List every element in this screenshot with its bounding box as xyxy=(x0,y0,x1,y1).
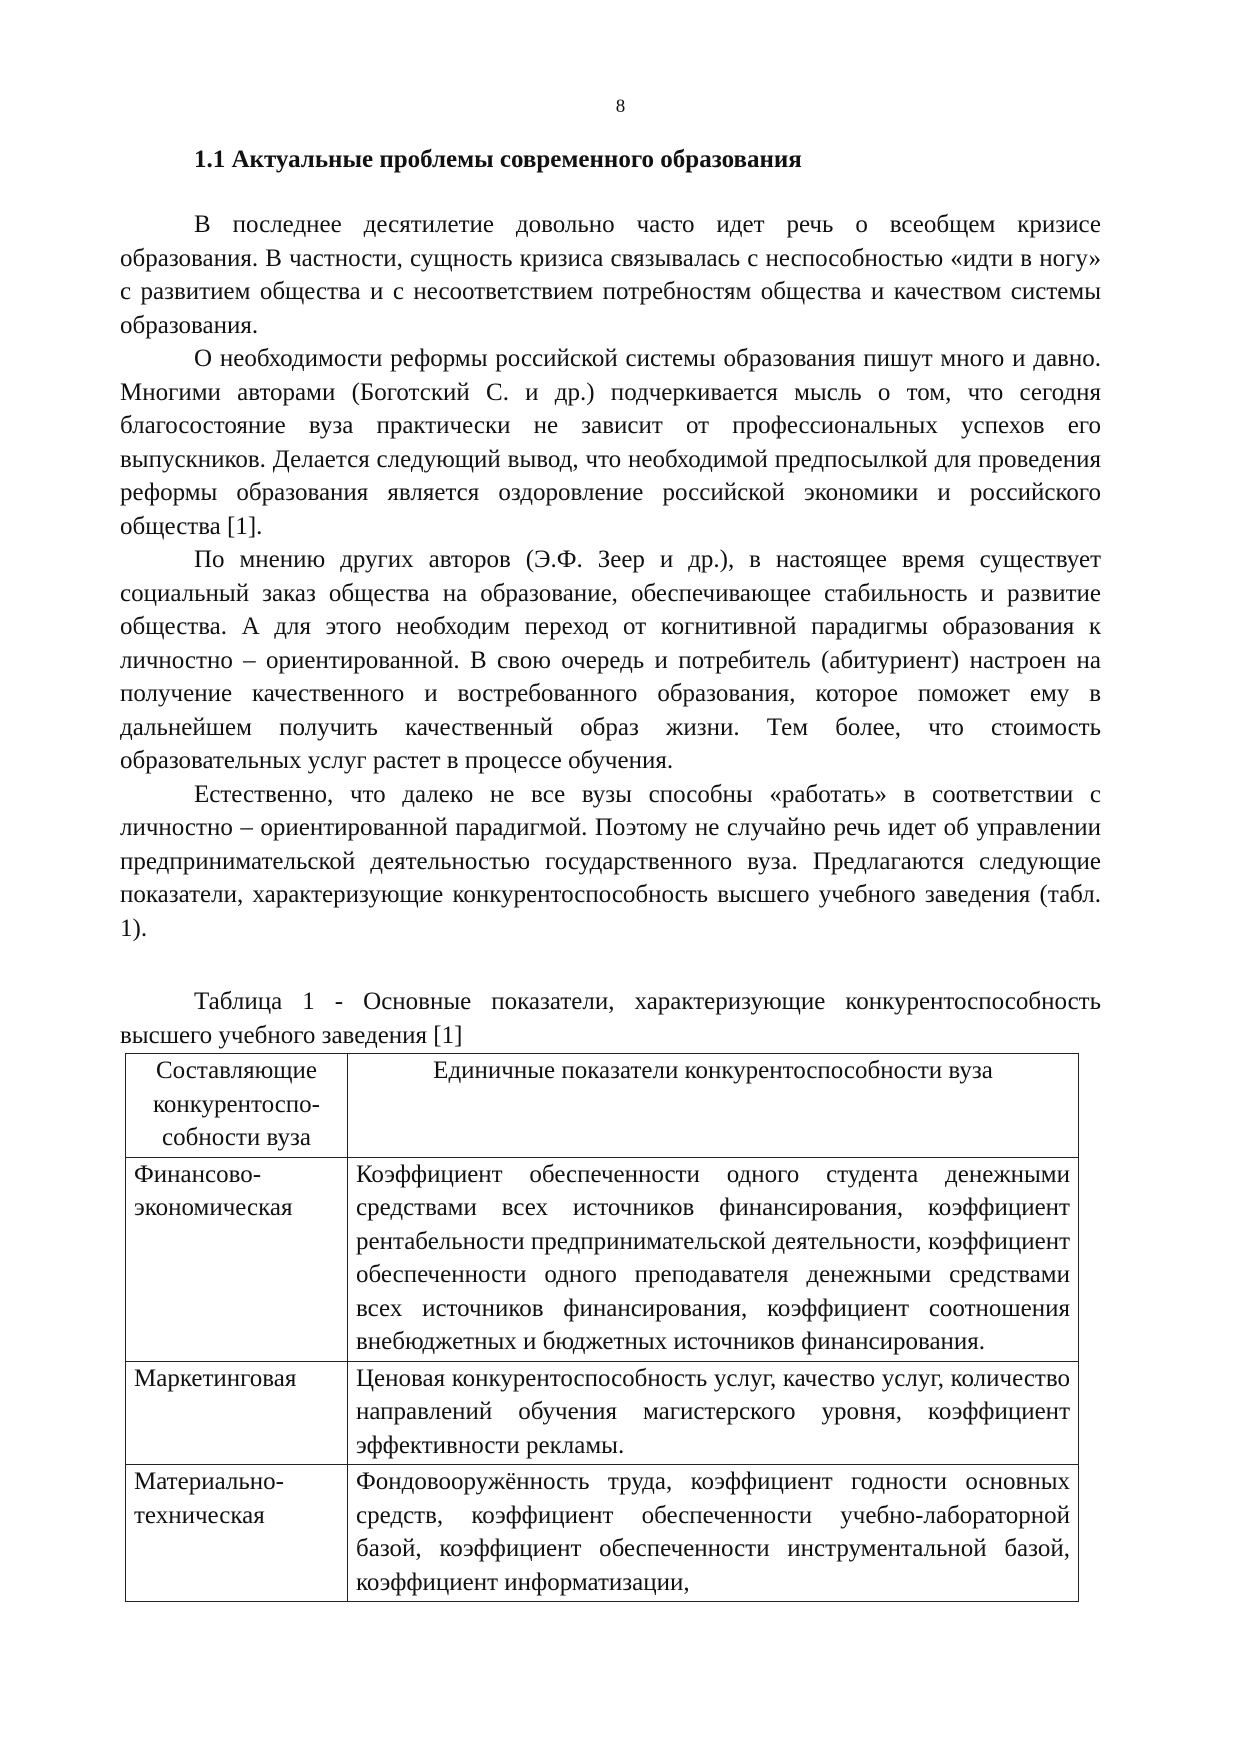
row-component: Маркетинговая xyxy=(126,1361,348,1465)
header-component: Составляющие конкурентоспо-собности вуза xyxy=(126,1054,348,1158)
row-indicators: Фондовооружённость труда, коэффициент годности основных средств, коэффициент обеспеченности учебно-лабораторной базой, коэффициент обеспеченности инструментальной базой, коэффициент информатизации, xyxy=(348,1465,1079,1602)
indicators-table xyxy=(125,1053,1079,1602)
table-caption: Таблица 1 - Основные показатели, характеризующие конкурентоспособность высшего учебного заведения [1] xyxy=(120,988,1101,1049)
table-header-row xyxy=(126,1054,1079,1158)
body-text xyxy=(120,208,1101,945)
row-indicators: Ценовая конкурентоспособность услуг, качество услуг, количество направлений обучения магистерского уровня, коэффициент эффективности рекламы. xyxy=(348,1361,1079,1465)
table-row xyxy=(126,1157,1079,1361)
paragraph: О необходимости реформы российской системы образования пишут много и давно. Многими авторами (Боготский С. и др.) подчеркивается мысль о том, что сегодня благосостояние вуза практически не зависит от профессиональных успехов его выпускников. Делается следующий вывод, что необходимой предпосылкой для проведения реформы образования является оздоровление российской экономики и российского общества [1]. xyxy=(120,345,1101,540)
table-row xyxy=(126,1361,1079,1465)
row-indicators: Коэффициент обеспеченности одного студента денежными средствами всех источников финансирования, коэффициент рентабельности предпринимательской деятельности, коэффициент обеспеченности одного преподавателя денежными средствами всех источников финансирования, коэффициент соотношения внебюджетных и бюджетных источников финансирования. xyxy=(348,1157,1079,1361)
paragraph: Естественно, что далеко не все вузы способны «работать» в соответствии с личностно – ориентированной парадигмой. Поэтому не случайно речь идет об управлении предпринимательской деятельностью государственного вуза. Предлагаются следующие показатели, характеризующие конкурентоспособность высшего учебного заведения (табл. 1). xyxy=(120,780,1101,942)
header-indicators: Единичные показатели конкурентоспособности вуза xyxy=(348,1054,1079,1158)
paragraph: В последнее десятилетие довольно часто идет речь о всеобщем кризисе образования. В частности, сущность кризиса связывалась с неспособностью «идти в ногу» с развитием общества и с несоответствием потребностям общества и качеством системы образования. xyxy=(120,211,1101,339)
table-row xyxy=(126,1465,1079,1602)
paragraph: По мнению других авторов (Э.Ф. Зеер и др.), в настоящее время существует социальный заказ общества на образование, обеспечивающее стабильность и развитие общества. А для этого необходим переход от когнитивной парадигмы образования к личностно – ориентированной. В свою очередь и потребитель (абитуриент) настроен на получение качественного и востребованного образования, которое поможет ему в дальнейшем получить качественный образ жизни. Тем более, что стоимость образовательных услуг растет в процессе обучения. xyxy=(120,546,1101,774)
page-number: 8 xyxy=(615,96,626,117)
row-component: Финансово-экономическая xyxy=(126,1157,348,1361)
row-component: Материально-техническая xyxy=(126,1465,348,1602)
section-heading: 1.1 Актуальные проблемы современного образования xyxy=(194,146,802,173)
